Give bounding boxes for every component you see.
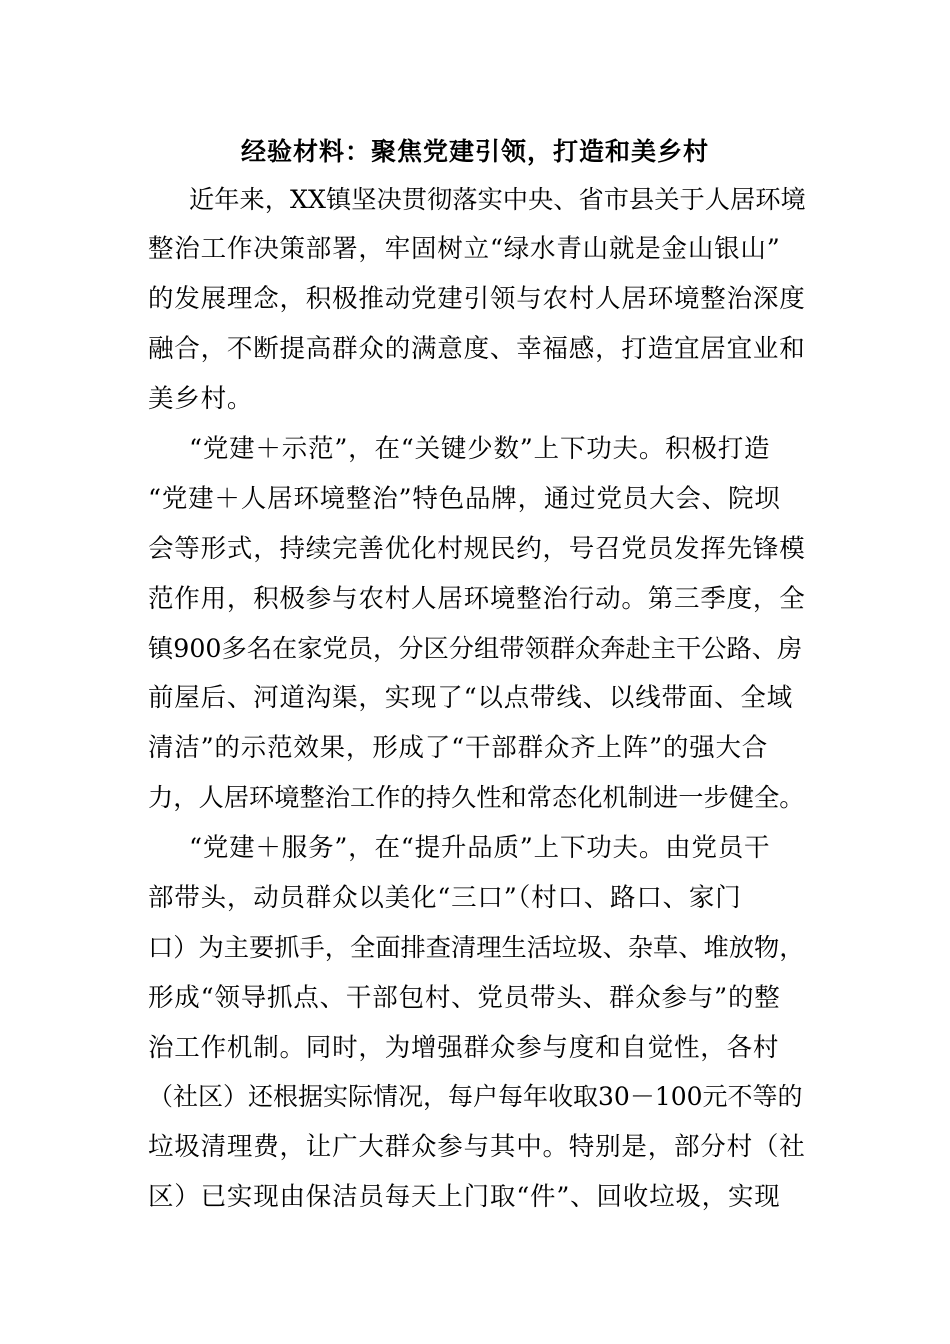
paragraph-3-line-8: 区）已实现由保洁员每天上门取“件”、回收垃圾，实现 (148, 1182, 781, 1212)
paragraph-2-line-7: 清洁”的示范效果，形成了“干部群众齐上阵”的强大合 (148, 733, 769, 763)
paragraph-1-line-1: 近年来，XX镇坚决贯彻落实中央、省市县关于人居环境 (189, 185, 806, 214)
paragraph-2-line-8: 力，人居环境整治工作的持久性和常态化机制进一步健全。 (148, 783, 805, 812)
paragraph-2-line-4: 范作用，积极参与农村人居环境整治行动。第三季度，全 (148, 584, 806, 614)
paragraph-3-line-6: （社区）还根据实际情况，每户每年收取30－100元不等的 (148, 1082, 803, 1111)
paragraph-2-line-3: 会等形式，持续完善优化村规民约，号召党员发挥先锋模 (148, 534, 806, 564)
paragraph-3-line-7: 垃圾清理费，让广大群众参与其中。特别是，部分村（社 (148, 1132, 806, 1162)
paragraph-3-line-3: 口）为主要抓手，全面排查清理生活垃圾、杂草、堆放物， (148, 933, 805, 962)
paragraph-3-line-4: 形成“领导抓点、干部包村、党员带头、群众参与”的整 (148, 983, 781, 1013)
paragraph-1-line-5: 美乡村。 (148, 384, 254, 414)
paragraph-1-line-2: 整治工作决策部署，牢固树立“绿水青山就是金山银山” (148, 234, 781, 264)
paragraph-3-line-5: 治工作机制。同时，为增强群众参与度和自觉性，各村 (148, 1033, 780, 1063)
paragraph-1-line-3: 的发展理念，积极推动党建引领与农村人居环境整治深度 (148, 284, 806, 314)
paragraph-2-line-6: 前屋后、河道沟渠，实现了“以点带线、以线带面、全域 (148, 683, 794, 713)
paragraph-3-line-1: “党建＋服务”，在“提升品质”上下功夫。由党员干 (189, 833, 771, 863)
paragraph-2-line-2: “党建＋人居环境整治”特色品牌，通过党员大会、院坝 (148, 484, 781, 514)
document-title: 经验材料：聚焦党建引领，打造和美乡村 (240, 137, 709, 166)
paragraph-1-line-4: 融合，不断提高群众的满意度、幸福感，打造宜居宜业和 (148, 334, 806, 364)
paragraph-2-line-5: 镇900多名在家党员，分区分组带领群众奔赴主干公路、房 (148, 634, 803, 663)
paragraph-2-line-1: “党建＋示范”，在“关键少数”上下功夫。积极打造 (189, 434, 771, 464)
paragraph-3-line-2: 部带头，动员群众以美化“三口”（村口、路口、家门 (148, 883, 742, 913)
